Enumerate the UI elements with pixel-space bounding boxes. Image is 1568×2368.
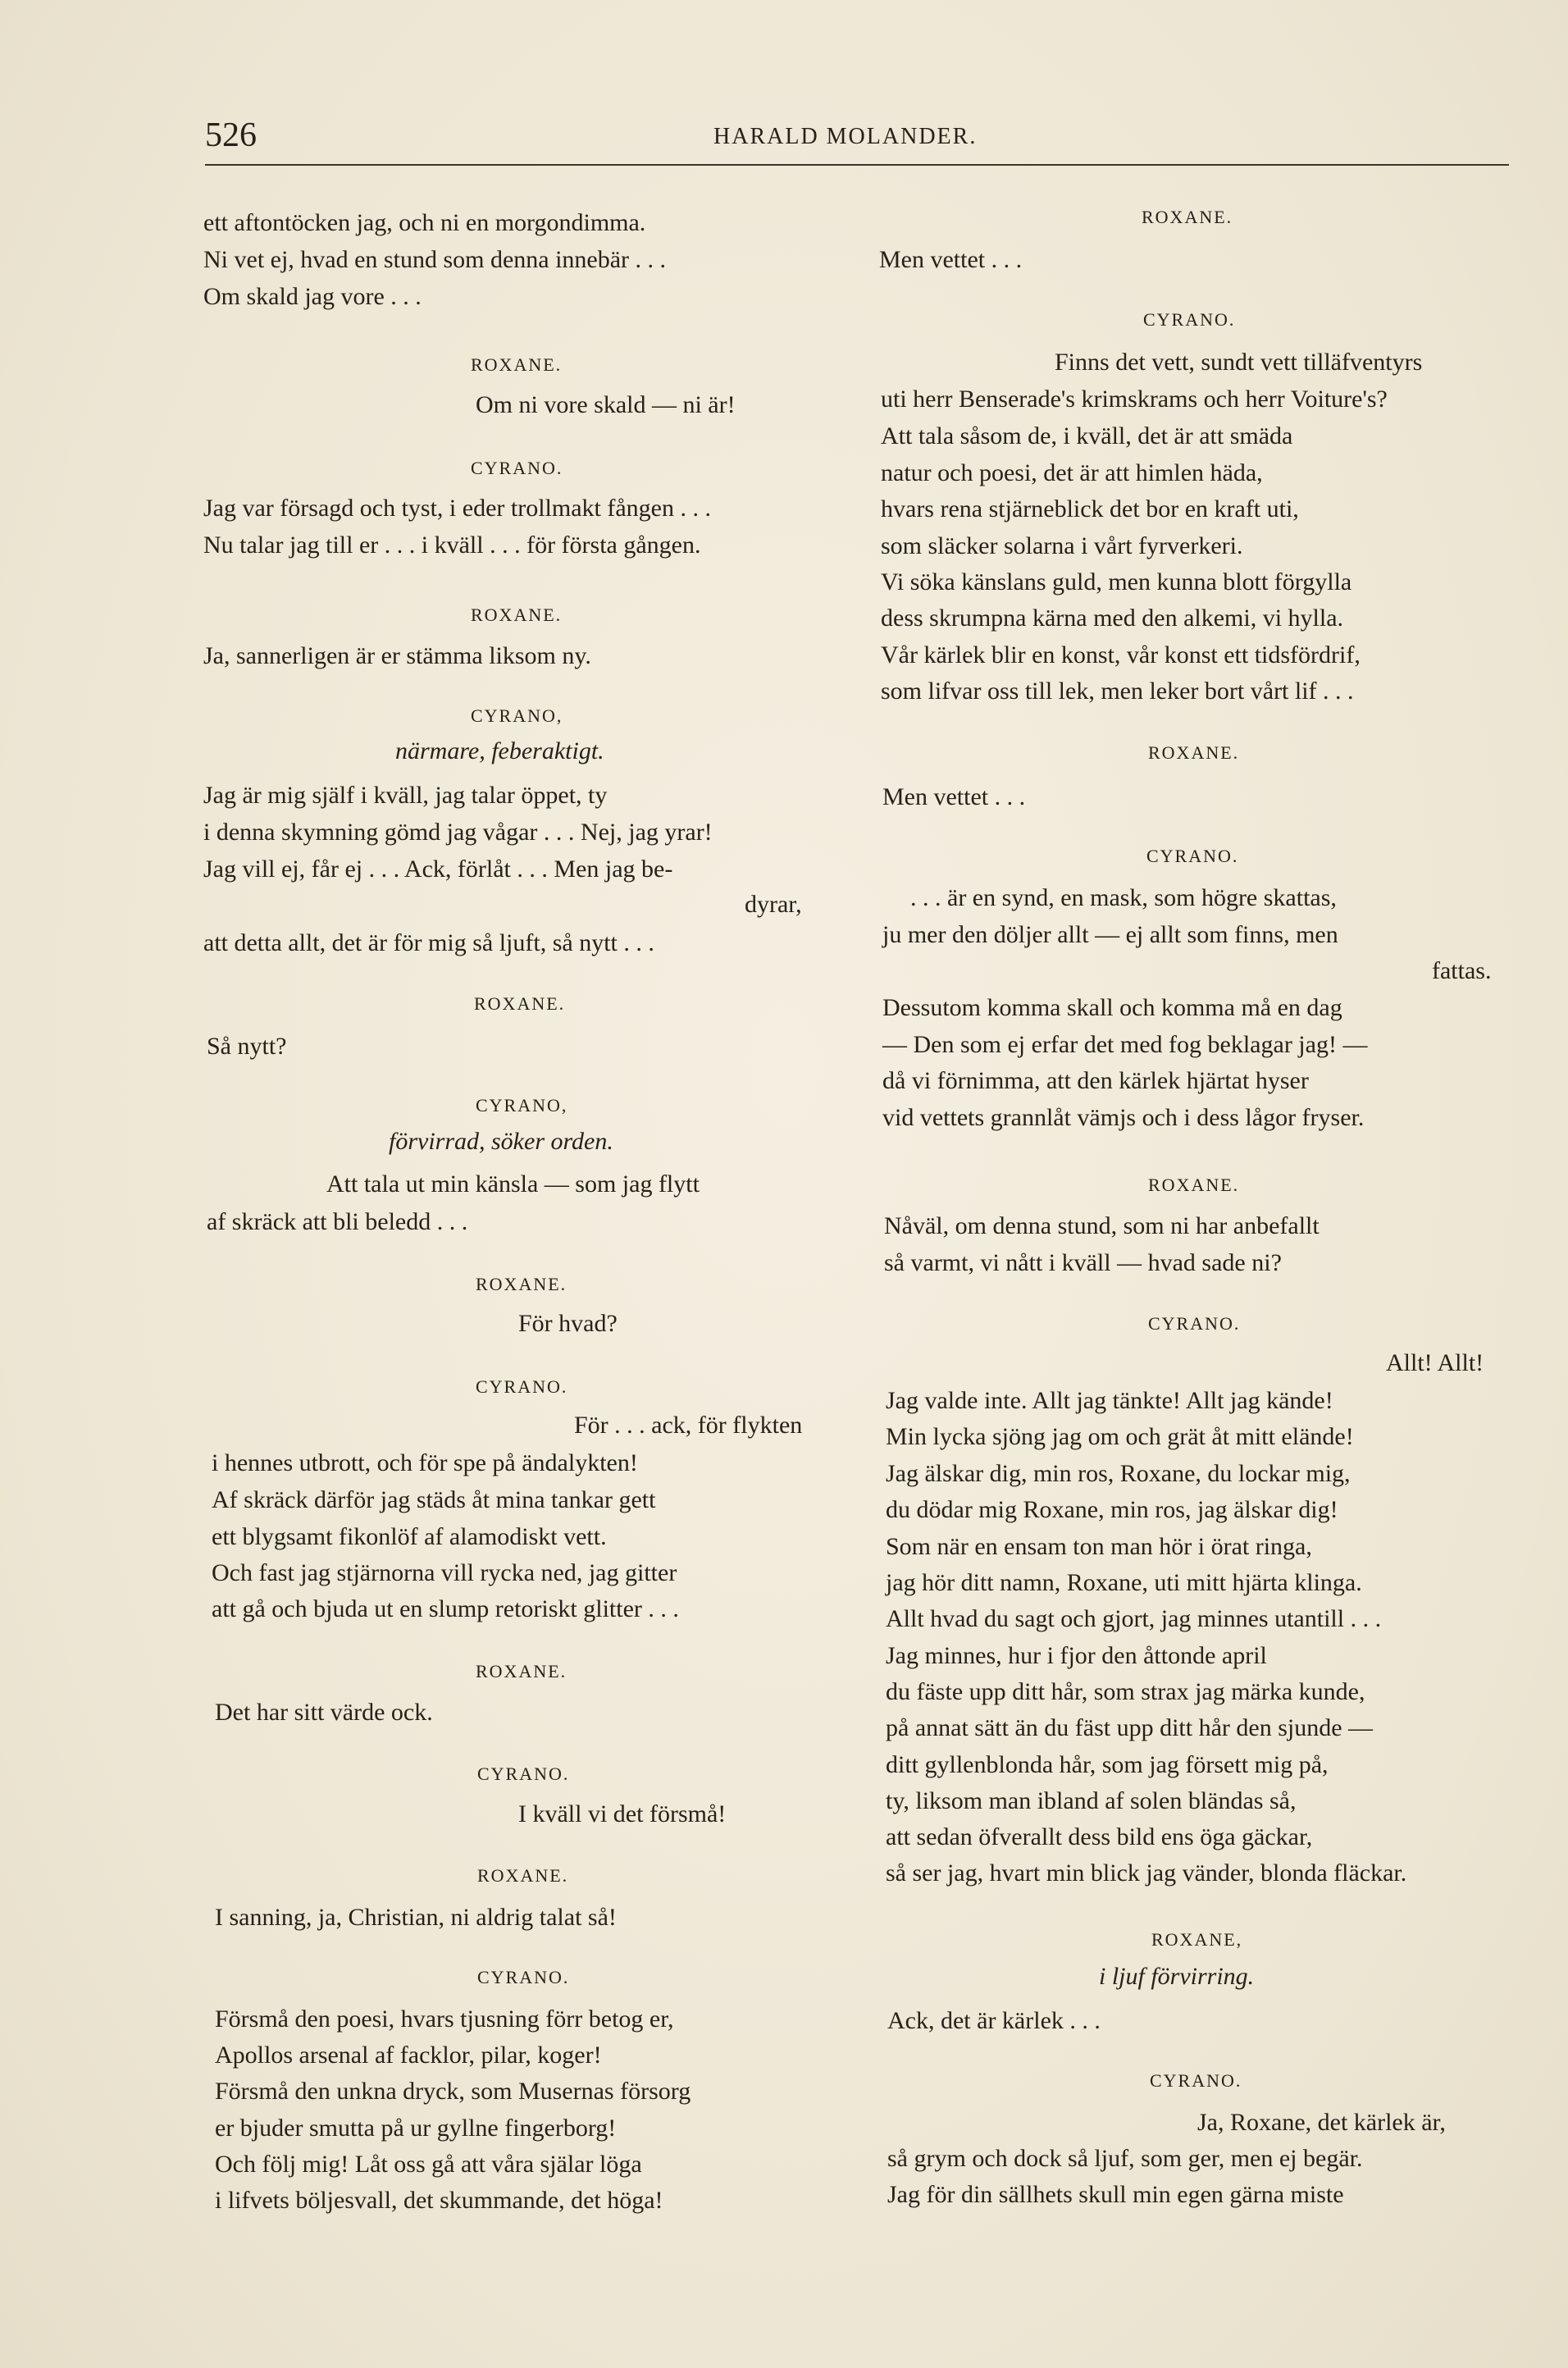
verse-line: som släcker solarna i vårt fyrverkeri.	[881, 532, 1243, 559]
verse-line: Men vettet . . .	[879, 246, 1023, 273]
verse-line: Att tala såsom de, i kväll, det är att smäda	[881, 422, 1293, 449]
verse-line: så grym och dock så ljuf, som ger, men ej begär.	[887, 2145, 1363, 2172]
verse-line: ett aftontöcken jag, och ni en morgondimma.	[203, 209, 646, 236]
speaker-name: CYRANO.	[1150, 2070, 1242, 2091]
verse-line: Som när en ensam ton man hör i örat ringa,	[886, 1533, 1312, 1560]
verse-line: uti herr Benserade's krimskrams och herr Voiture's?	[881, 386, 1388, 413]
verse-line: Allt! Allt!	[1386, 1349, 1484, 1376]
verse-line: i lifvets böljesvall, det skummande, det höga!	[215, 2187, 663, 2214]
speaker-name: ROXANE,	[1151, 1929, 1243, 1950]
verse-line: i denna skymning gömd jag vågar . . . Nej, jag yrar!	[203, 819, 713, 846]
speaker-name: CYRANO.	[477, 1967, 570, 1987]
verse-line: Jag är mig själf i kväll, jag talar öppet, ty	[203, 782, 608, 809]
verse-line: Det har sitt värde ock.	[215, 1699, 433, 1726]
verse-line: Ack, det är kärlek . . .	[887, 2007, 1101, 2034]
speaker-name: ROXANE.	[471, 605, 563, 625]
verse-line: Så nytt?	[207, 1033, 287, 1060]
verse-line: dyrar,	[745, 891, 802, 918]
verse-line: att gå och bjuda ut en slump retoriskt glitter . . .	[212, 1595, 679, 1622]
verse-line: att sedan öfverallt dess bild ens öga gäckar,	[886, 1823, 1313, 1850]
verse-line: Försmå den unkna dryck, som Musernas försorg	[215, 2078, 691, 2105]
verse-line: så ser jag, hvart min blick jag vänder, blonda fläckar.	[886, 1859, 1407, 1887]
verse-line: Nåväl, om denna stund, som ni har anbefallt	[884, 1212, 1320, 1239]
verse-line: du dödar mig Roxane, min ros, jag älskar dig!	[886, 1496, 1338, 1523]
verse-line: Finns det vett, sundt vett tilläfventyrs	[1055, 349, 1423, 376]
verse-line: på annat sätt än du fäst upp ditt hår den sjunde —	[886, 1714, 1374, 1741]
header-rule	[205, 164, 1509, 166]
running-title: HARALD MOLANDER.	[713, 124, 978, 149]
verse-line: i hennes utbrott, och för spe på ändalykten!	[212, 1449, 638, 1476]
verse-line: ett blygsamt fikonlöf af alamodiskt vett.	[212, 1523, 607, 1550]
verse-line: Att tala ut min känsla — som jag flytt	[326, 1170, 700, 1198]
verse-line: Jag älskar dig, min ros, Roxane, du lockar mig,	[886, 1460, 1351, 1487]
verse-line: Jag valde inte. Allt jag tänkte! Allt jag kände!	[886, 1387, 1333, 1414]
verse-line: vid vettets grannlåt vämjs och i dess lågor fryser.	[882, 1104, 1365, 1131]
verse-line: som lifvar oss till lek, men leker bort vårt lif . . .	[881, 678, 1354, 705]
verse-line: Af skräck därför jag städs åt mina tankar gett	[212, 1486, 656, 1513]
speaker-name: CYRANO.	[1143, 309, 1236, 330]
verse-line: Jag för din sällhets skull min egen gärna miste	[887, 2181, 1344, 2208]
stage-direction: i ljuf förvirring.	[1099, 1963, 1255, 1990]
stage-direction: närmare, feberaktigt.	[395, 737, 604, 764]
verse-line: Nu talar jag till er . . . i kväll . . . för första gången.	[203, 532, 701, 559]
verse-line: Ni vet ej, hvad en stund som denna innebär . . .	[203, 246, 667, 273]
speaker-name: CYRANO,	[471, 705, 563, 726]
verse-line: Vi söka känslans guld, men kunna blott förgylla	[881, 568, 1352, 595]
verse-line: Försmå den poesi, hvars tjusning förr betog er,	[215, 2005, 674, 2033]
speaker-name: ROXANE.	[476, 1661, 567, 1681]
verse-line: då vi förnimma, att den kärlek hjärtat hyser	[882, 1067, 1309, 1094]
speaker-name: ROXANE.	[474, 993, 566, 1014]
verse-line: Allt hvad du sagt och gjort, jag minnes utantill . . .	[886, 1605, 1382, 1632]
verse-line: Ja, sannerligen är er stämma liksom ny.	[203, 642, 591, 669]
verse-line: Jag minnes, hur i fjor den åttonde april	[886, 1642, 1267, 1669]
speaker-name: ROXANE.	[1148, 1175, 1240, 1195]
verse-line: ditt gyllenblonda hår, som jag försett mig på,	[886, 1751, 1329, 1778]
verse-line: Om ni vore skald — ni är!	[476, 391, 736, 418]
verse-line: Jag vill ej, får ej . . . Ack, förlåt . . . Men jag be-	[203, 855, 673, 883]
verse-line: dess skrumpna kärna med den alkemi, vi hylla.	[881, 605, 1344, 632]
verse-line: att detta allt, det är för mig så ljuft, så nytt . . .	[203, 929, 654, 956]
speaker-name: CYRANO,	[476, 1095, 568, 1116]
verse-line: Apollos arsenal af facklor, pilar, koger!	[215, 2042, 602, 2069]
page-number: 526	[205, 116, 257, 154]
verse-line: natur och poesi, det är att himlen häda,	[881, 459, 1263, 486]
verse-line: ty, liksom man ibland af solen bländas så,	[886, 1787, 1297, 1814]
speaker-name: ROXANE.	[477, 1865, 569, 1886]
stage-direction: förvirrad, söker orden.	[389, 1128, 613, 1155]
verse-line: För hvad?	[518, 1310, 618, 1337]
verse-line: Men vettet . . .	[882, 783, 1026, 810]
verse-line: Och fast jag stjärnorna vill rycka ned, jag gitter	[212, 1559, 677, 1586]
verse-line: Om skald jag vore . . .	[203, 283, 422, 310]
verse-line: du fäste upp ditt hår, som strax jag märka kunde,	[886, 1678, 1365, 1705]
speaker-name: CYRANO.	[1146, 846, 1239, 866]
verse-line: Dessutom komma skall och komma må en dag	[882, 994, 1342, 1021]
speaker-name: CYRANO.	[1148, 1313, 1241, 1334]
speaker-name: ROXANE.	[1148, 742, 1240, 763]
verse-line: För . . . ack, för flykten	[574, 1412, 803, 1439]
verse-line: . . . är en synd, en mask, som högre skattas,	[910, 884, 1337, 911]
speaker-name: ROXANE.	[476, 1274, 567, 1294]
verse-line: hvars rena stjärneblick det bor en kraft uti,	[881, 495, 1299, 522]
speaker-name: CYRANO.	[471, 458, 563, 478]
verse-line: fattas.	[1432, 957, 1492, 984]
verse-line: af skräck att bli beledd . . .	[207, 1208, 468, 1235]
verse-line: Min lycka sjöng jag om och grät åt mitt elände!	[886, 1423, 1354, 1450]
speaker-name: ROXANE.	[471, 354, 563, 375]
verse-line: I sanning, ja, Christian, ni aldrig talat så!	[215, 1904, 617, 1931]
verse-line: er bjuder smutta på ur gyllne fingerborg!	[215, 2115, 617, 2142]
verse-line: Jag var försagd och tyst, i eder trollmakt fången . . .	[203, 495, 711, 522]
verse-line: så varmt, vi nått i kväll — hvad sade ni?	[884, 1249, 1282, 1276]
verse-line: jag hör ditt namn, Roxane, uti mitt hjärta klinga.	[886, 1569, 1362, 1596]
verse-line: Vår kärlek blir en konst, vår konst ett tidsfördrif,	[881, 641, 1361, 668]
speaker-name: CYRANO.	[476, 1376, 568, 1397]
verse-line: — Den som ej erfar det med fog beklagar jag! —	[882, 1031, 1368, 1058]
speaker-name: CYRANO.	[477, 1763, 570, 1784]
verse-line: Ja, Roxane, det kärlek är,	[1197, 2109, 1446, 2136]
verse-line: ju mer den döljer allt — ej allt som finns, men	[882, 921, 1338, 948]
verse-line: I kväll vi det försmå!	[518, 1800, 727, 1827]
speaker-name: ROXANE.	[1142, 207, 1233, 227]
verse-line: Och följ mig! Låt oss gå att våra själar löga	[215, 2151, 642, 2178]
